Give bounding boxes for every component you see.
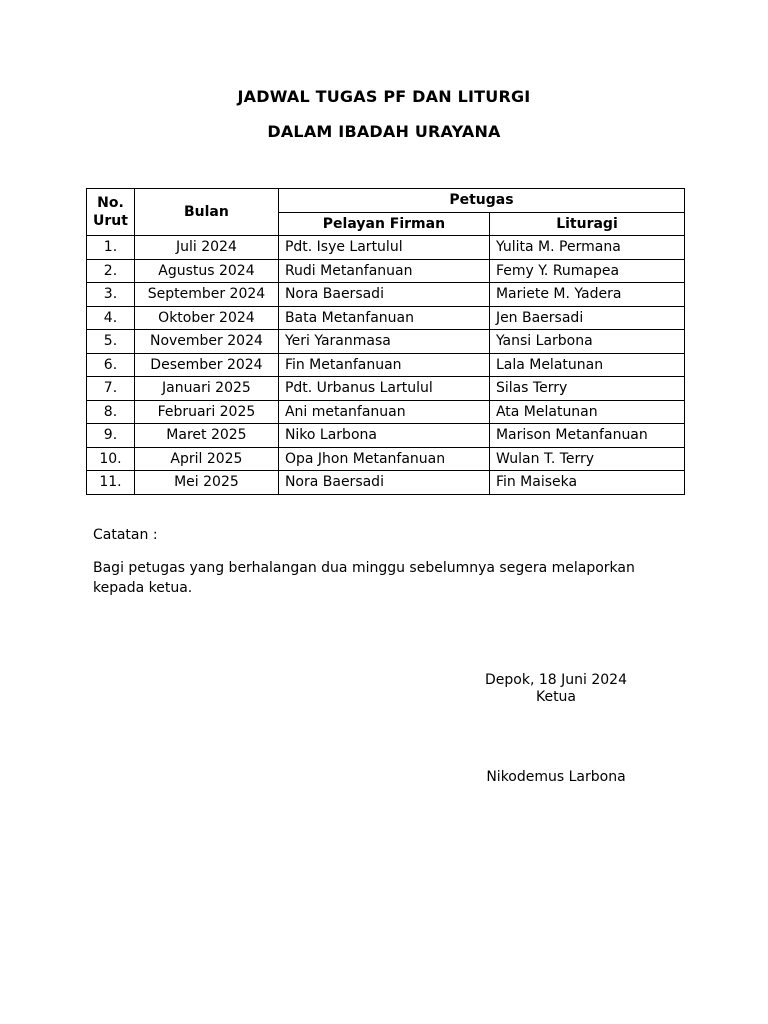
cell-bulan: April 2025 bbox=[134, 447, 278, 471]
cell-bulan: Maret 2025 bbox=[134, 424, 278, 448]
header-petugas: Petugas bbox=[278, 189, 684, 213]
cell-liturgi: Silas Terry bbox=[489, 377, 684, 401]
header-urut-label: Urut bbox=[93, 213, 128, 229]
schedule-table-header bbox=[87, 189, 685, 236]
table-row bbox=[87, 353, 685, 377]
table-row bbox=[87, 259, 685, 283]
cell-no: 4. bbox=[87, 306, 135, 330]
cell-pelayan-firman: Rudi Metanfanuan bbox=[278, 259, 489, 283]
cell-liturgi: Femy Y. Rumapea bbox=[489, 259, 684, 283]
cell-no: 11. bbox=[87, 471, 135, 495]
table-row bbox=[87, 424, 685, 448]
cell-bulan: Januari 2025 bbox=[134, 377, 278, 401]
table-row bbox=[87, 447, 685, 471]
cell-pelayan-firman: Yeri Yaranmasa bbox=[278, 330, 489, 354]
signature-place-date: Depok, 18 Juni 2024 bbox=[485, 672, 627, 688]
cell-liturgi: Mariete M. Yadera bbox=[489, 283, 684, 307]
cell-no: 9. bbox=[87, 424, 135, 448]
cell-liturgi: Lala Melatunan bbox=[489, 353, 684, 377]
cell-no: 3. bbox=[87, 283, 135, 307]
cell-pelayan-firman: Niko Larbona bbox=[278, 424, 489, 448]
cell-pelayan-firman: Ani metanfanuan bbox=[278, 400, 489, 424]
cell-pelayan-firman: Nora Baersadi bbox=[278, 283, 489, 307]
document-subtitle: DALAM IBADAH URAYANA bbox=[267, 122, 501, 141]
table-row bbox=[87, 400, 685, 424]
cell-no: 5. bbox=[87, 330, 135, 354]
cell-pelayan-firman: Pdt. Isye Lartulul bbox=[278, 236, 489, 260]
header-no-label: No. bbox=[97, 195, 124, 211]
signature-name: Nikodemus Larbona bbox=[486, 769, 626, 785]
table-row bbox=[87, 330, 685, 354]
cell-bulan: November 2024 bbox=[134, 330, 278, 354]
cell-pelayan-firman: Pdt. Urbanus Lartulul bbox=[278, 377, 489, 401]
signature-role: Ketua bbox=[535, 689, 577, 705]
cell-liturgi: Jen Baersadi bbox=[489, 306, 684, 330]
cell-no: 7. bbox=[87, 377, 135, 401]
cell-no: 10. bbox=[87, 447, 135, 471]
cell-liturgi: Yansi Larbona bbox=[489, 330, 684, 354]
table-row bbox=[87, 306, 685, 330]
note-text: Bagi petugas yang berhalangan dua minggu sebelumnya segera melaporkan kepada ketua. bbox=[93, 560, 635, 596]
table-row bbox=[87, 471, 685, 495]
cell-bulan: September 2024 bbox=[134, 283, 278, 307]
cell-liturgi: Fin Maiseka bbox=[489, 471, 684, 495]
cell-bulan: Desember 2024 bbox=[134, 353, 278, 377]
cell-no: 8. bbox=[87, 400, 135, 424]
schedule-table bbox=[86, 188, 685, 495]
table-row bbox=[87, 377, 685, 401]
header-liturgi: Lituragi bbox=[489, 212, 684, 236]
cell-bulan: Juli 2024 bbox=[134, 236, 278, 260]
cell-bulan: Agustus 2024 bbox=[134, 259, 278, 283]
cell-no: 1. bbox=[87, 236, 135, 260]
cell-bulan: Oktober 2024 bbox=[134, 306, 278, 330]
cell-liturgi: Ata Melatunan bbox=[489, 400, 684, 424]
cell-bulan: Mei 2025 bbox=[134, 471, 278, 495]
cell-liturgi: Wulan T. Terry bbox=[489, 447, 684, 471]
cell-no: 6. bbox=[87, 353, 135, 377]
cell-pelayan-firman: Fin Metanfanuan bbox=[278, 353, 489, 377]
table-row bbox=[87, 283, 685, 307]
header-no-urut bbox=[87, 189, 135, 236]
document-title: JADWAL TUGAS PF DAN LITURGI bbox=[237, 87, 531, 106]
header-bulan: Bulan bbox=[134, 189, 278, 236]
schedule-table-body bbox=[87, 236, 685, 495]
cell-liturgi: Marison Metanfanuan bbox=[489, 424, 684, 448]
table-row bbox=[87, 236, 685, 260]
header-pelayan-firman: Pelayan Firman bbox=[278, 212, 489, 236]
cell-pelayan-firman: Nora Baersadi bbox=[278, 471, 489, 495]
cell-no: 2. bbox=[87, 259, 135, 283]
cell-liturgi: Yulita M. Permana bbox=[489, 236, 684, 260]
cell-pelayan-firman: Bata Metanfanuan bbox=[278, 306, 489, 330]
cell-bulan: Februari 2025 bbox=[134, 400, 278, 424]
note-label: Catatan : bbox=[93, 527, 158, 543]
cell-pelayan-firman: Opa Jhon Metanfanuan bbox=[278, 447, 489, 471]
